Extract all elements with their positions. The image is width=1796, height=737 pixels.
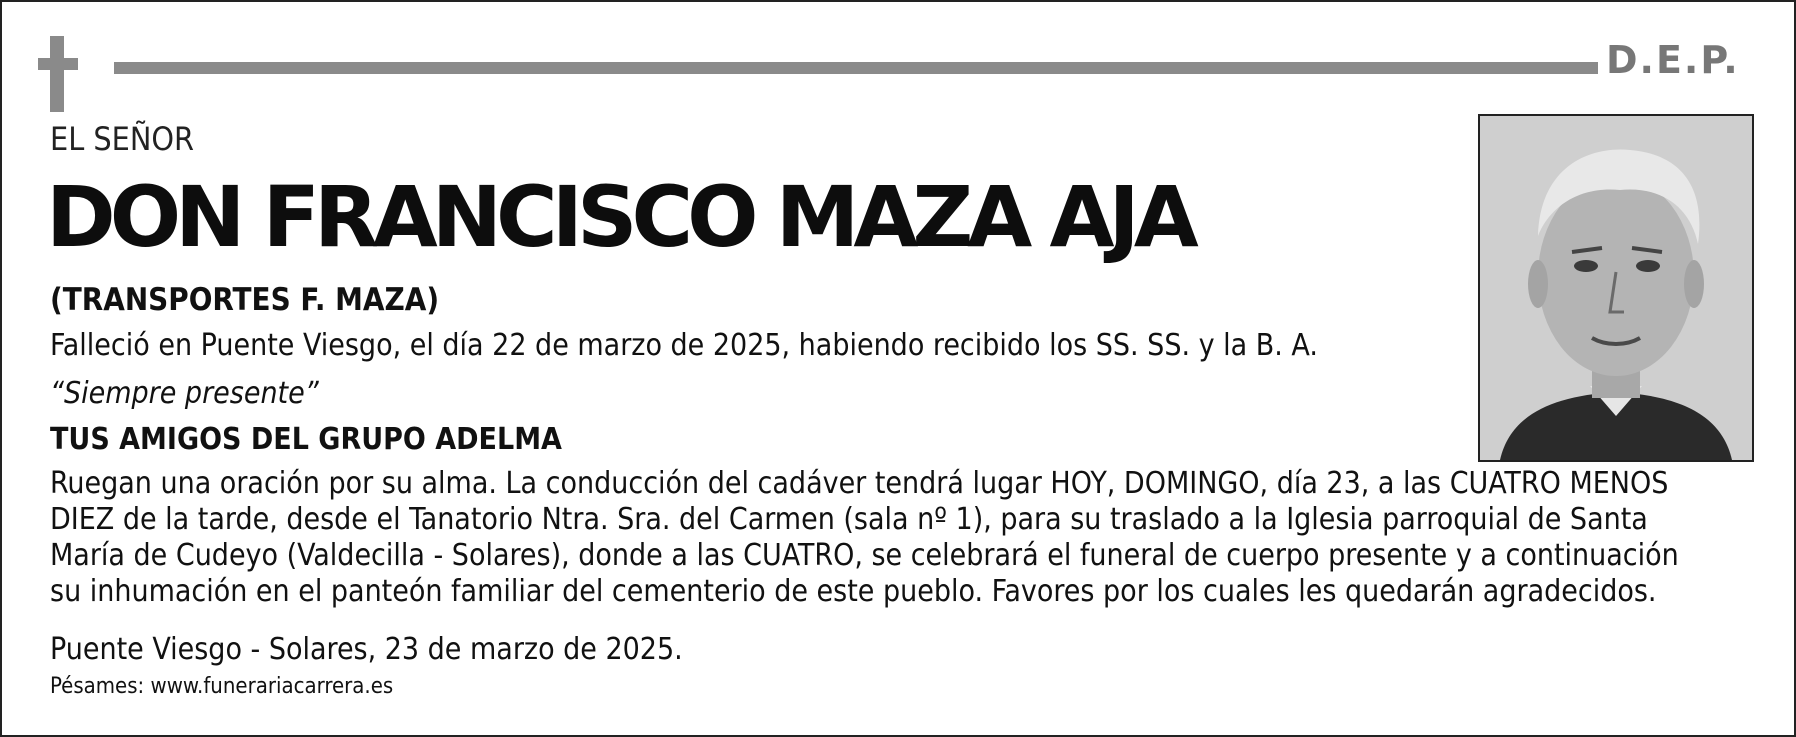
death-line: Falleció en Puente Viesgo, el día 22 de marzo de 2025, habiendo recibido los SS. SS. y la B. A.	[50, 328, 1318, 363]
body-line: DIEZ de la tarde, desde el Tanatorio Ntra. Sra. del Carmen (sala nº 1), para su traslado a la Iglesia parroquial de Santa	[50, 502, 1648, 537]
dep-label: D.E.P.	[1606, 38, 1740, 82]
cross-horizontal-bar	[38, 58, 78, 70]
deceased-name: DON FRANCISCO MAZA AJA	[46, 168, 1193, 266]
company-name: (TRANSPORTES F. MAZA)	[50, 282, 440, 318]
signature-line: Puente Viesgo - Solares, 23 de marzo de 2025.	[50, 632, 683, 667]
portrait-photo	[1478, 114, 1754, 462]
quote: “Siempre presente”	[50, 376, 319, 411]
header-rule	[114, 62, 1598, 74]
body-line: su inhumación en el panteón familiar del cementerio de este pueblo. Favores por los cuales les quedarán agradecidos.	[50, 574, 1657, 609]
body-line: María de Cudeyo (Valdecilla - Solares), donde a las CUATRO, se celebrará el funeral de cuerpo presente y a continuación	[50, 538, 1679, 573]
from-line: TUS AMIGOS DEL GRUPO ADELMA	[50, 422, 562, 457]
cross-vertical-bar	[50, 36, 64, 112]
body-text	[50, 466, 1710, 610]
title-label: EL SEÑOR	[50, 120, 195, 158]
portrait-illustration	[1480, 116, 1752, 460]
condolences-line: Pésames: www.funerariacarrera.es	[50, 674, 394, 699]
body-line: Ruegan una oración por su alma. La conducción del cadáver tendrá lugar HOY, DOMINGO, día 23, a las CUATRO MENOS	[50, 466, 1669, 501]
